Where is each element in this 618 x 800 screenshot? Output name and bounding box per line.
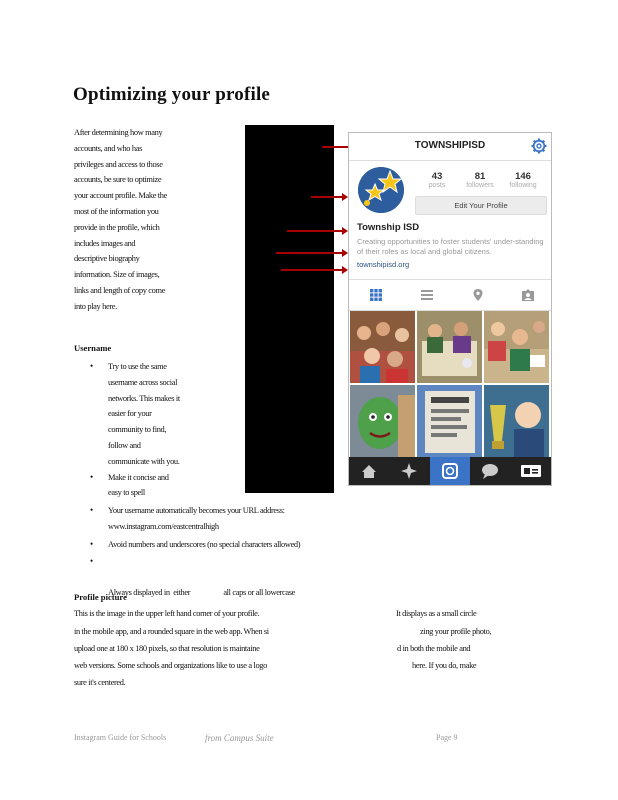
intro-line: accounts, and who has (74, 143, 143, 153)
profile-view-tabs (349, 279, 551, 311)
profile-picture-line: It displays as a small circle (396, 609, 477, 618)
footer-left: Instagram Guide for Schools (74, 733, 167, 742)
profile-picture-line: d in both the mobile and (397, 644, 471, 653)
username-heading: Username (74, 343, 112, 353)
list-item: • Your username automatically becomes your URL address: www.instagram.com/eastcentralhigh (90, 503, 300, 535)
profile-name: Township ISD (357, 222, 420, 233)
photo-grid (350, 311, 550, 457)
intro-line: into play here. (74, 301, 117, 311)
intro-line: your account profile. Make the (74, 191, 167, 201)
activity-bubble-icon[interactable] (470, 457, 510, 485)
list-item: • Always displayed in either all caps or all lowercase (90, 554, 300, 633)
profile-picture-line: upload one at 180 x 180 pixels, so that resolution is maintaine (74, 644, 260, 653)
intro-line: descriptive biography (74, 254, 140, 264)
profile-header-bar (349, 133, 551, 161)
list-item: • Avoid numbers and underscores (no special characters allowed) (90, 537, 300, 553)
photo-thumbnail[interactable] (484, 311, 549, 383)
stat-followers[interactable]: 81 followers (466, 171, 494, 189)
arrow-to-name (287, 230, 343, 232)
instagram-profile-screenshot (348, 132, 552, 486)
arrow-to-profile-picture (311, 196, 343, 198)
list-icon[interactable] (420, 288, 434, 302)
edit-profile-button[interactable]: Edit Your Profile (415, 196, 547, 215)
home-icon[interactable] (349, 457, 389, 485)
grid-icon[interactable] (369, 288, 383, 302)
intro-line: accounts, be sure to optimize (74, 175, 162, 185)
location-pin-icon[interactable] (471, 288, 485, 302)
photo-thumbnail[interactable] (484, 385, 549, 457)
page-title: Optimizing your profile (73, 84, 271, 105)
profile-picture-avatar[interactable] (358, 167, 404, 213)
photo-thumbnail[interactable] (417, 385, 482, 457)
profile-card-icon[interactable] (511, 457, 551, 485)
image-background-panel (245, 125, 334, 493)
intro-line: links and length of copy come (74, 285, 166, 295)
photo-thumbnail[interactable] (350, 311, 415, 383)
profile-bio: Creating opportunities to foster students' under-standing of their roles as local and global citizens. (357, 237, 544, 256)
photo-thumbnail[interactable] (350, 385, 415, 457)
camera-icon[interactable] (430, 457, 470, 485)
stat-posts[interactable]: 43 posts (428, 171, 446, 189)
intro-paragraph (74, 125, 214, 315)
profile-picture-line: zing your profile photo, (420, 627, 492, 636)
list-item: • Try to use the same username across social networks. This makes it easier for your community to find, follow and communicate with you. (90, 359, 300, 470)
explore-star-icon[interactable] (389, 457, 429, 485)
profile-website-link[interactable]: townshipisd.org (357, 260, 410, 269)
profile-picture-line: This is the image in the upper left hand corner of your profile. (74, 609, 260, 618)
arrow-to-link (281, 269, 343, 271)
intro-line: information. Size of images, (74, 270, 160, 280)
intro-line: After determining how many (74, 128, 163, 137)
intro-line: includes images and (74, 238, 136, 248)
profile-picture-line: in the mobile app, and a rounded square in the web app. When si (74, 627, 269, 636)
intro-line: provide in the profile, which (74, 222, 160, 232)
profile-picture-line: web versions. Some schools and organizations like to use a logo (74, 661, 267, 670)
arrow-to-bio (276, 252, 343, 254)
footer-center: from Campus Suite (205, 733, 274, 743)
stat-following[interactable]: 146 following (509, 171, 537, 189)
intro-line: privileges and access to those (74, 159, 163, 169)
profile-picture-heading: Profile picture (74, 592, 127, 602)
bottom-navigation (349, 457, 551, 485)
list-item: • Make it concise and easy to spell (90, 470, 300, 502)
profile-picture-line: here. If you do, make (412, 661, 477, 670)
photo-thumbnail[interactable] (417, 311, 482, 383)
profile-username: TOWNSHIPISD (414, 140, 486, 151)
gear-icon[interactable] (531, 138, 547, 154)
footer-page-number: Page 9 (436, 733, 458, 742)
intro-line: most of the information you (74, 206, 159, 216)
profile-picture-line: sure it's centered. (74, 678, 126, 687)
tagged-person-icon[interactable] (521, 288, 535, 302)
